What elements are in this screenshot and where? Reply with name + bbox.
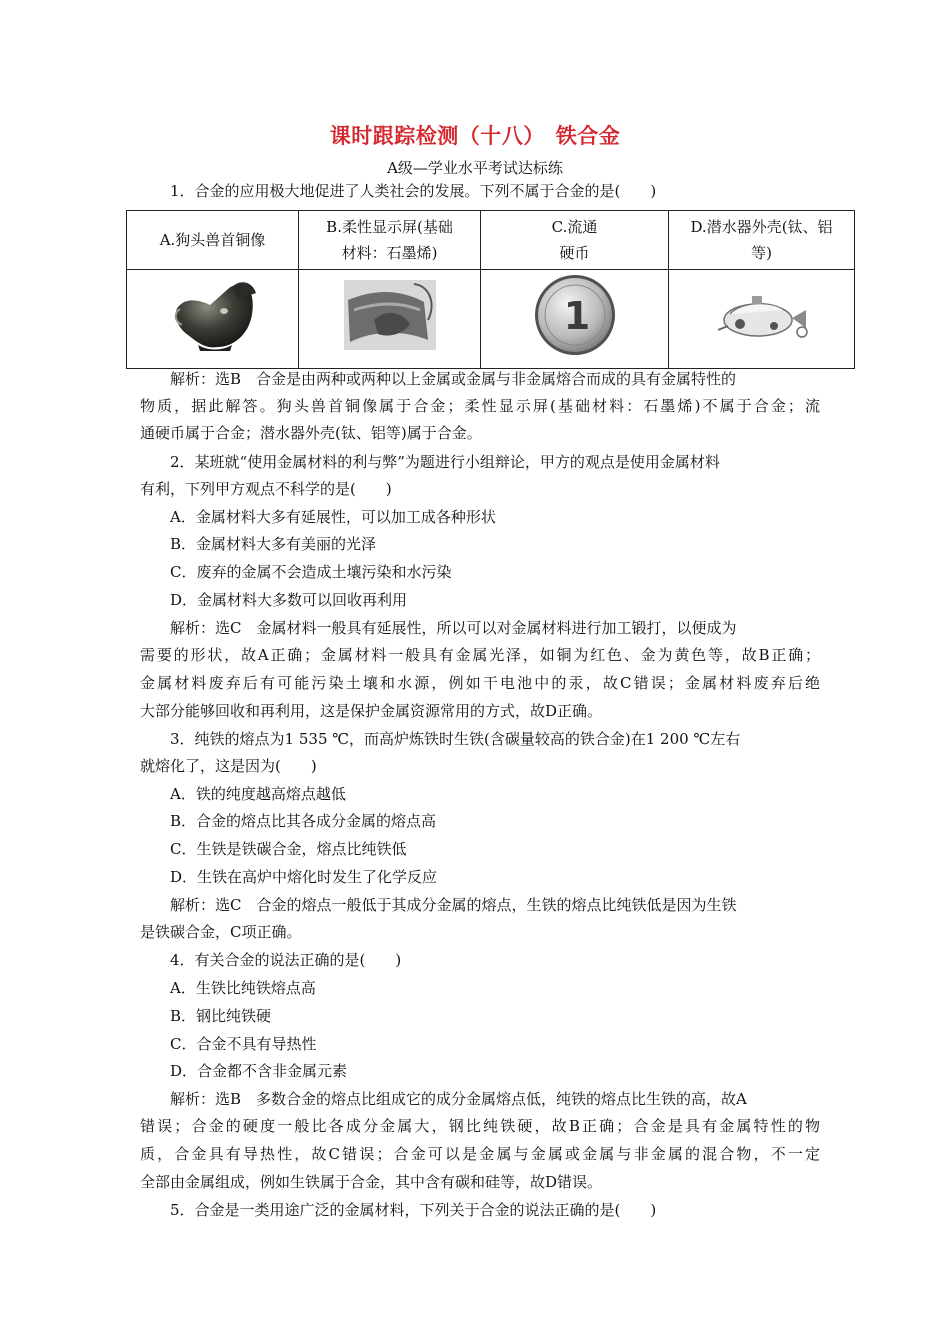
q4-analysis-line1: 解析：选B 多数合金的熔点比组成它的成分金属熔点低，纯铁的熔点比生铁的高，故A xyxy=(170,1090,747,1108)
bronze-dog-head-image xyxy=(158,275,268,355)
q1-stem: 1．合金的应用极大地促进了人类社会的发展。下列不属于合金的是( ) xyxy=(170,182,657,200)
option-a-image-cell xyxy=(127,270,299,369)
q1-analysis-line1: 解析：选B 合金是由两种或两种以上金属或金属与非金属熔合而成的具有金属特性的 xyxy=(170,370,737,388)
option-c-image-cell xyxy=(481,270,669,369)
q2-analysis-line1: 解析：选C 金属材料一般具有延展性，所以可以对金属材料进行加工锻打，以便成为 xyxy=(170,619,737,637)
option-c-label-line2: 硬币 xyxy=(559,244,590,262)
q3-option-b: B．合金的熔点比其各成分金属的熔点高 xyxy=(170,812,437,830)
submersible-image xyxy=(710,280,814,350)
q1-options-table xyxy=(126,210,855,369)
q3-stem-line2: 就熔化了，这是因为( ) xyxy=(140,757,317,775)
option-b-image-cell xyxy=(299,270,481,369)
option-d-cell xyxy=(669,211,855,270)
q2-option-b: B．金属材料大多有美丽的光泽 xyxy=(170,535,377,553)
svg-text:1: 1 xyxy=(563,294,590,338)
q2-analysis-line2: 需要的形状，故A正确；金属材料一般具有金属光泽，如铜为红色、金为黄色等，故B正确； xyxy=(140,646,820,664)
option-b-label-line1: B.柔性显示屏(基础 xyxy=(326,218,453,236)
q4-analysis-line3: 质，合金具有导热性，故C错误；合金可以是金属与金属或金属与非金属的混合物，不一定 xyxy=(140,1145,820,1163)
q4-analysis-line4: 全部由金属组成，例如生铁属于合金，其中含有碳和硅等，故D错误。 xyxy=(140,1173,603,1191)
q2-stem-line2: 有利，下列甲方观点不科学的是( ) xyxy=(140,480,392,498)
q2-stem-line1: 2．某班就“使用金属材料的利与弊”为题进行小组辩论，甲方的观点是使用金属材料 xyxy=(170,453,720,471)
q4-stem: 4．有关合金的说法正确的是( ) xyxy=(170,951,402,969)
option-a-cell xyxy=(127,211,299,270)
q4-option-d: D．合金都不含非金属元素 xyxy=(170,1062,348,1080)
q4-option-b: B．钢比纯铁硬 xyxy=(170,1007,272,1025)
option-d-label-line1: D.潜水器外壳(钛、铝 xyxy=(690,218,833,236)
q2-option-d: D．金属材料大多数可以回收再利用 xyxy=(170,591,408,609)
q4-option-a: A．生铁比纯铁熔点高 xyxy=(170,979,316,997)
q4-analysis-line2: 错误；合金的硬度一般比各成分金属大，钢比纯铁硬，故B正确；合金是具有金属特性的物 xyxy=(140,1117,820,1135)
q3-stem-line1: 3．纯铁的熔点为1 535 ℃，而高炉炼铁时生铁(含碳量较高的铁合金)在1 200 ℃左右 xyxy=(170,730,741,748)
option-c-cell xyxy=(481,211,669,270)
option-d-label-line2: 等) xyxy=(751,244,772,262)
option-b-label-line2: 材料：石墨烯) xyxy=(341,244,438,262)
q2-option-a: A．金属材料大多有延展性，可以加工成各种形状 xyxy=(170,508,496,526)
q3-option-d: D．生铁在高炉中熔化时发生了化学反应 xyxy=(170,868,438,886)
option-b-cell xyxy=(299,211,481,270)
q3-option-a: A．铁的纯度越高熔点越低 xyxy=(170,785,346,803)
q3-analysis-line2: 是铁碳合金，C项正确。 xyxy=(140,923,302,941)
q2-option-c: C．废弃的金属不会造成土壤污染和水污染 xyxy=(170,563,452,581)
option-a-label: A.狗头兽首铜像 xyxy=(159,231,266,249)
q5-stem: 5．合金是一类用途广泛的金属材料，下列关于合金的说法正确的是( ) xyxy=(170,1201,657,1219)
page-title: 课时跟踪检测（十八） 铁合金 xyxy=(329,124,621,148)
option-c-label-line1: C.流通 xyxy=(551,218,598,236)
one-yuan-coin-image xyxy=(533,273,617,357)
flexible-screen-image xyxy=(344,280,436,350)
q4-option-c: C．合金不具有导热性 xyxy=(170,1035,317,1053)
q3-analysis-line1: 解析：选C 合金的熔点一般低于其成分金属的熔点，生铁的熔点比纯铁低是因为生铁 xyxy=(170,896,737,914)
section-heading: A级—学业水平考试达标练 xyxy=(387,159,563,177)
q1-analysis-line2: 物质，据此解答。狗头兽首铜像属于合金；柔性显示屏(基础材料：石墨烯)不属于合金；流 xyxy=(140,397,820,415)
q3-option-c: C．生铁是铁碳合金，熔点比纯铁低 xyxy=(170,840,407,858)
option-d-image-cell xyxy=(669,270,855,369)
q2-analysis-line4: 大部分能够回收和再利用，这是保护金属资源常用的方式，故D正确。 xyxy=(140,702,603,720)
q2-analysis-line3: 金属材料废弃后有可能污染土壤和水源，例如干电池中的汞，故C错误；金属材料废弃后绝 xyxy=(140,674,820,692)
q1-analysis-line3: 通硬币属于合金；潜水器外壳(钛、铝等)属于合金。 xyxy=(140,424,482,442)
